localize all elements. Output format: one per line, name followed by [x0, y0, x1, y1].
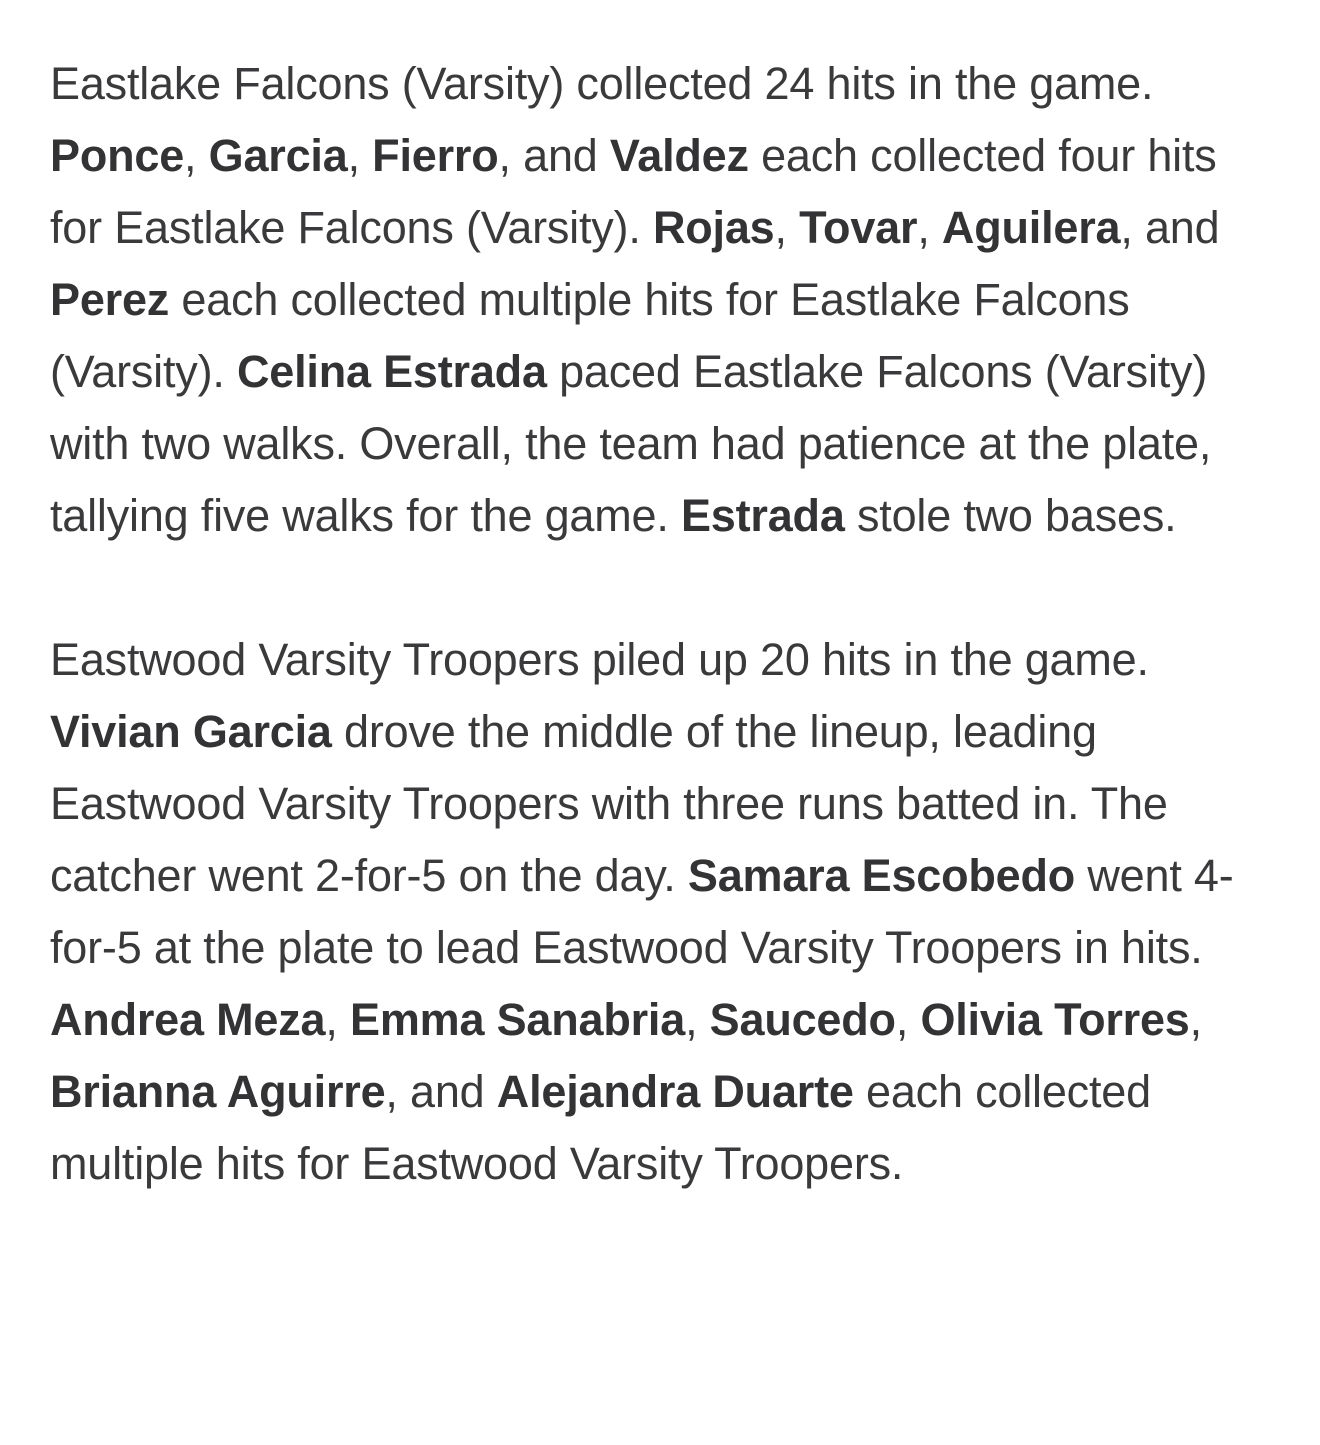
recap-text: each collected four hits for Eastlake Falcons (Varsity).: [50, 130, 1217, 253]
recap-text: Eastwood Varsity Troopers piled up 20 hits in the game.: [50, 634, 1149, 685]
player-name: Andrea Meza: [50, 994, 326, 1045]
player-name: Valdez: [609, 130, 749, 181]
player-name: Alejandra Duarte: [496, 1066, 854, 1117]
recap-text: each collected multiple hits for Eastwood Varsity Troopers.: [50, 1066, 1151, 1189]
player-name: Vivian Garcia: [50, 706, 332, 757]
recap-text: ,: [774, 202, 800, 253]
recap-text: ,: [184, 130, 209, 181]
player-name: Aguilera: [941, 202, 1121, 253]
recap-paragraph-eastlake: [50, 48, 1260, 552]
recap-text: went 4-for-5 at the plate to lead Eastwood Varsity Troopers in hits.: [50, 850, 1234, 973]
recap-text: ,: [325, 994, 350, 1045]
recap-text: stole two bases.: [844, 490, 1177, 541]
recap-text: ,: [347, 130, 373, 181]
recap-text: drove the middle of the lineup, leading Eastwood Varsity Troopers with three runs batted in. The catcher went 2-for-5 on the day.: [50, 706, 1168, 901]
player-name: Brianna Aguirre: [50, 1066, 386, 1117]
recap-text: , and: [1120, 202, 1220, 253]
player-name: Fierro: [372, 130, 499, 181]
player-name: Saucedo: [709, 994, 896, 1045]
recap-text: ,: [1189, 994, 1202, 1045]
recap-text: each collected multiple hits for Eastlake Falcons (Varsity).: [50, 274, 1130, 397]
recap-text: ,: [917, 202, 942, 253]
recap-text: , and: [385, 1066, 497, 1117]
recap-text: paced Eastlake Falcons (Varsity) with two walks. Overall, the team had patience at the plate, tallying five walks for the game.: [50, 346, 1212, 541]
player-name: Garcia: [208, 130, 348, 181]
recap-text: , and: [498, 130, 610, 181]
player-name: Celina Estrada: [236, 346, 547, 397]
player-name: Samara Escobedo: [687, 850, 1076, 901]
player-name: Emma Sanabria: [350, 994, 686, 1045]
recap-text: ,: [685, 994, 710, 1045]
recap-text: Eastlake Falcons (Varsity) collected 24 hits in the game.: [50, 58, 1154, 109]
recap-text: ,: [895, 994, 921, 1045]
player-name: Perez: [50, 274, 170, 325]
player-name: Estrada: [680, 490, 845, 541]
player-name: Ponce: [50, 130, 185, 181]
player-name: Rojas: [652, 202, 775, 253]
player-name: Tovar: [799, 202, 918, 253]
recap-paragraph-eastwood: [50, 624, 1260, 1200]
player-name: Olivia Torres: [920, 994, 1190, 1045]
